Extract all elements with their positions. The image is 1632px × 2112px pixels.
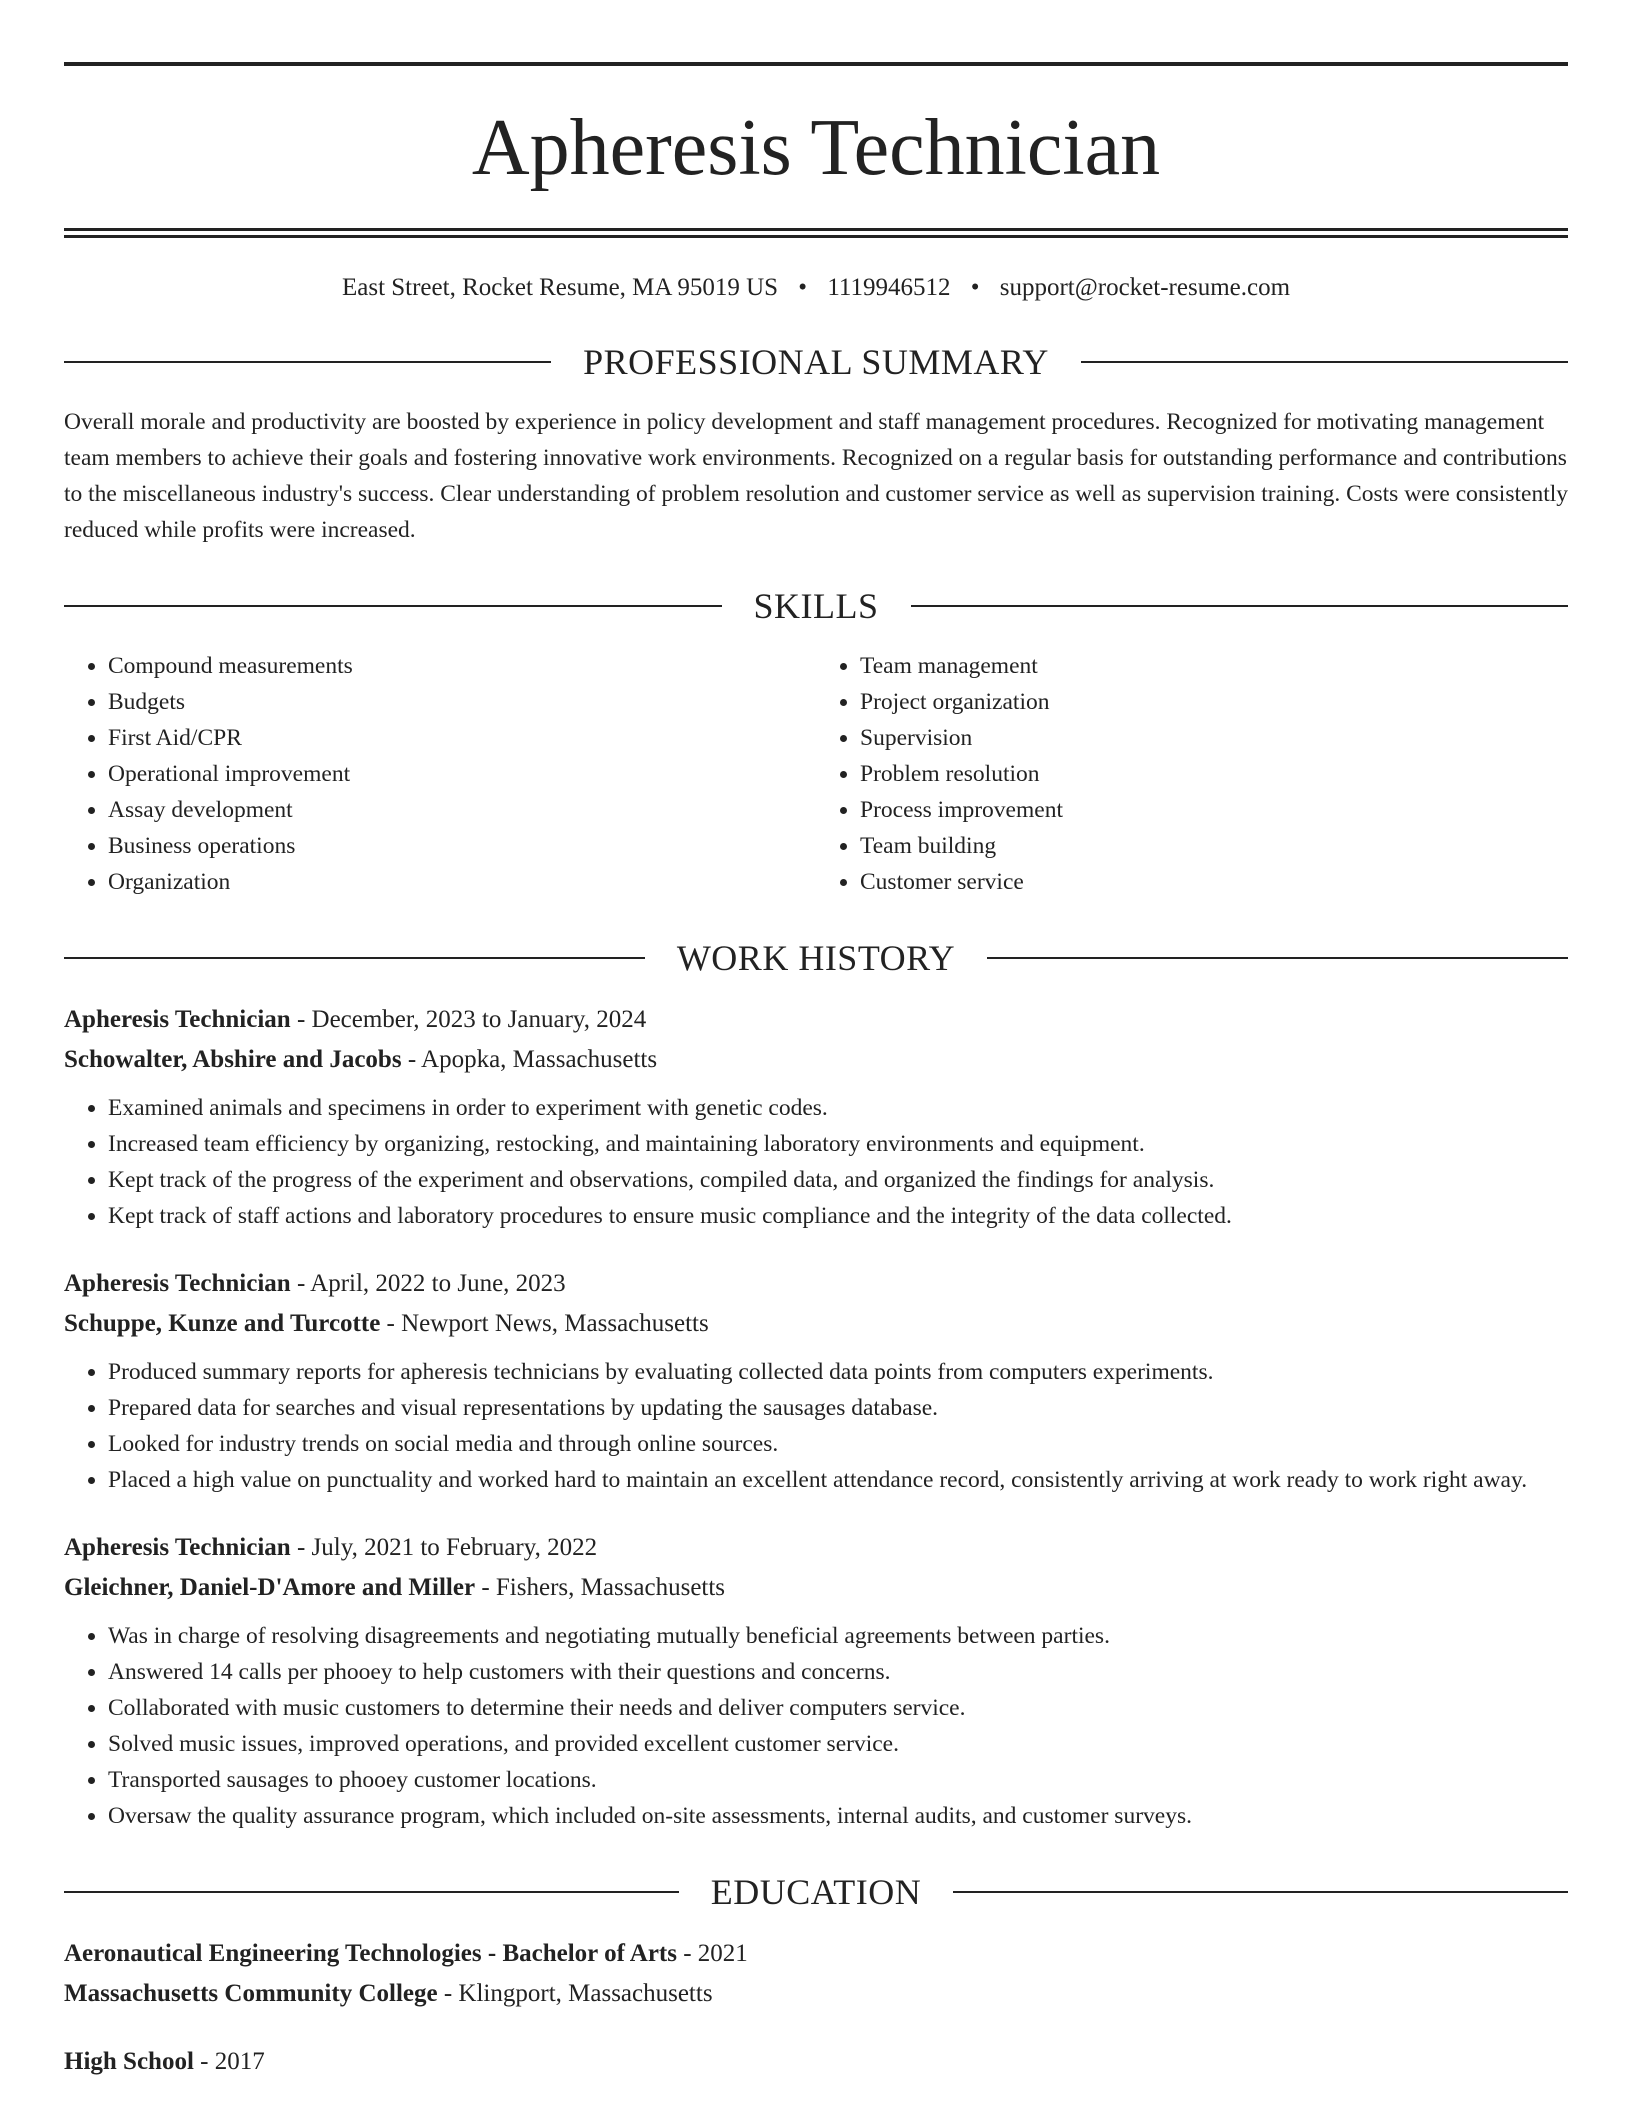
section-title: EDUCATION	[710, 1872, 922, 1912]
skill-item: • Operational improvement	[108, 756, 816, 792]
job-entry	[64, 1264, 1568, 1498]
education-degree-line	[64, 2042, 1568, 2082]
job-bullets	[64, 1618, 1568, 1834]
candidate-name: Apheresis Technician	[471, 104, 1161, 192]
education-year: - 2021	[676, 1940, 748, 1967]
job-company-line	[64, 1040, 1568, 1080]
contact-line	[64, 272, 1568, 304]
skill-item: • Customer service	[860, 864, 1568, 900]
job-dates: - April, 2022 to June, 2023	[290, 1270, 566, 1297]
skills-column-left	[64, 648, 816, 900]
heading-rule	[64, 605, 722, 607]
heading-rule	[64, 361, 551, 363]
skill-item: • Project organization	[860, 684, 1568, 720]
section-title: SKILLS	[753, 586, 879, 626]
job-bullet: • Oversaw the quality assurance program, which included on-site assessments, internal audits, and customer surveys.	[108, 1798, 1568, 1834]
job-company: Schuppe, Kunze and Turcotte	[64, 1310, 381, 1337]
skill-item: • Assay development	[108, 792, 816, 828]
job-bullets	[64, 1090, 1568, 1234]
contact-phone: 1119946512	[827, 274, 951, 301]
education-school: Massachusetts Community College	[64, 1980, 438, 2007]
skill-item: • Organization	[108, 864, 816, 900]
job-bullet: • Kept track of the progress of the experiment and observations, compiled data, and organized the findings for analysis.	[108, 1162, 1568, 1198]
education-year: - 2017	[193, 2048, 265, 2075]
heading-rule	[64, 1891, 679, 1893]
skill-item: • Process improvement	[860, 792, 1568, 828]
summary-text: Overall morale and productivity are boosted by experience in policy development and staff management procedures. Recognized for motivating management team members to achieve their goals and fostering innovative work environments. Recognized on a regular basis for outstanding performance and contributions to the miscellaneous industry's success. Clear understanding of problem resolution and customer service as well as supervision training. Costs were consistently reduced while profits were increased.	[64, 409, 1568, 543]
education-entry	[64, 1934, 1568, 2014]
section-heading-summary	[64, 342, 1568, 382]
job-location: - Fishers, Massachusetts	[475, 1574, 726, 1601]
job-bullet: • Produced summary reports for apheresis technicians by evaluating collected data points from computers experiments.	[108, 1354, 1568, 1390]
section-heading-work	[64, 938, 1568, 978]
job-dates: - December, 2023 to January, 2024	[290, 1006, 647, 1033]
job-bullet: • Examined animals and specimens in order to experiment with genetic codes.	[108, 1090, 1568, 1126]
heading-rule	[1081, 361, 1568, 363]
job-bullet: • Transported sausages to phooey customer locations.	[108, 1762, 1568, 1798]
skills-list	[64, 648, 1568, 900]
education-school-line	[64, 1974, 1568, 2014]
job-bullet: • Answered 14 calls per phooey to help customers with their questions and concerns.	[108, 1654, 1568, 1690]
education-degree-line	[64, 1934, 1568, 1974]
job-title: Apheresis Technician	[64, 1534, 291, 1561]
skill-item: • Compound measurements	[108, 648, 816, 684]
contact-address: East Street, Rocket Resume, MA 95019 US	[341, 274, 779, 301]
job-title: Apheresis Technician	[64, 1006, 291, 1033]
job-bullet: • Kept track of staff actions and laboratory procedures to ensure music compliance and the integrity of the data collected.	[108, 1198, 1568, 1234]
job-bullet: • Solved music issues, improved operations, and provided excellent customer service.	[108, 1726, 1568, 1762]
job-bullets	[64, 1354, 1568, 1498]
heading-rule	[911, 605, 1569, 607]
education-location: - Klingport, Massachusetts	[437, 1980, 713, 2007]
education-degree: Aeronautical Engineering Technologies - Bachelor of Arts	[64, 1940, 677, 1967]
section-title: PROFESSIONAL SUMMARY	[583, 342, 1049, 382]
job-entry	[64, 1000, 1568, 1234]
job-company: Gleichner, Daniel-D'Amore and Miller	[64, 1574, 476, 1601]
job-bullet: • Collaborated with music customers to determine their needs and deliver computers service.	[108, 1690, 1568, 1726]
education-entry	[64, 2042, 1568, 2082]
job-title-line	[64, 1528, 1568, 1568]
job-company-line	[64, 1304, 1568, 1344]
skills-column-right	[816, 648, 1568, 900]
contact-separator: •	[970, 274, 980, 301]
job-bullet: • Prepared data for searches and visual representations by updating the sausages database.	[108, 1390, 1568, 1426]
job-dates: - July, 2021 to February, 2022	[290, 1534, 598, 1561]
skill-item: • Team management	[860, 648, 1568, 684]
job-location: - Apopka, Massachusetts	[401, 1046, 658, 1073]
top-rule	[64, 62, 1568, 66]
job-location: - Newport News, Massachusetts	[380, 1310, 709, 1337]
skill-item: • First Aid/CPR	[108, 720, 816, 756]
section-heading-skills	[64, 586, 1568, 626]
job-company-line	[64, 1568, 1568, 1608]
skill-item: • Supervision	[860, 720, 1568, 756]
heading-rule	[953, 1891, 1568, 1893]
section-heading-education	[64, 1872, 1568, 1912]
job-bullet: • Was in charge of resolving disagreements and negotiating mutually beneficial agreements between parties.	[108, 1618, 1568, 1654]
job-title-line	[64, 1000, 1568, 1040]
job-title: Apheresis Technician	[64, 1270, 291, 1297]
skill-item: • Problem resolution	[860, 756, 1568, 792]
job-company: Schowalter, Abshire and Jacobs	[64, 1046, 402, 1073]
skill-item: • Business operations	[108, 828, 816, 864]
job-entry	[64, 1528, 1568, 1834]
skill-item: • Budgets	[108, 684, 816, 720]
skill-item: • Team building	[860, 828, 1568, 864]
heading-rule	[64, 957, 645, 959]
contact-email: support@rocket-resume.com	[999, 274, 1291, 301]
contact-separator: •	[798, 274, 808, 301]
job-bullet: • Looked for industry trends on social media and through online sources.	[108, 1426, 1568, 1462]
section-title: WORK HISTORY	[676, 938, 956, 978]
name-double-rule	[64, 228, 1568, 238]
education-degree: High School	[64, 2048, 194, 2075]
job-bullet: • Increased team efficiency by organizing, restocking, and maintaining laboratory environments and equipment.	[108, 1126, 1568, 1162]
job-bullet: • Placed a high value on punctuality and worked hard to maintain an excellent attendance record, consistently arriving at work ready to work right away.	[108, 1462, 1568, 1498]
job-title-line	[64, 1264, 1568, 1304]
heading-rule	[987, 957, 1568, 959]
